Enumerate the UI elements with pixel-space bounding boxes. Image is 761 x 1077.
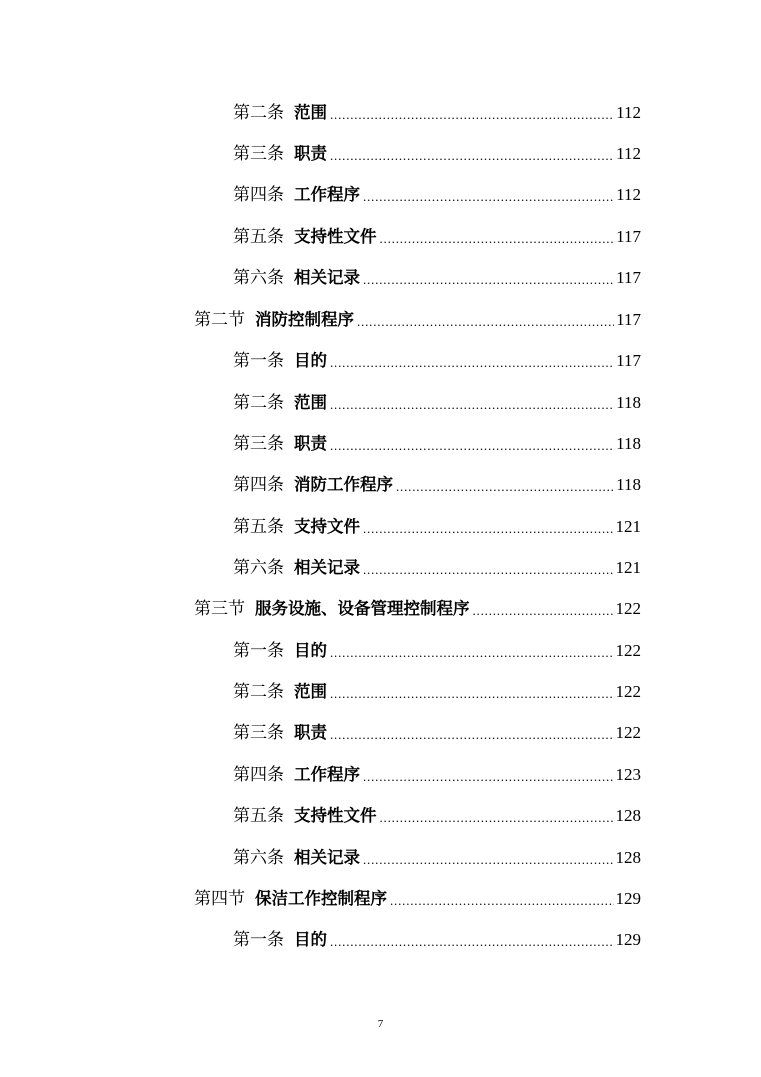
toc-entry[interactable] <box>233 551 641 579</box>
toc-entry-page: 122 <box>615 641 641 660</box>
toc-entry-page: 122 <box>615 682 641 701</box>
toc-entry-page: 112 <box>616 185 641 204</box>
toc-entry[interactable] <box>233 923 641 951</box>
toc-dot-leader <box>363 520 614 538</box>
toc-entry[interactable] <box>233 178 641 206</box>
toc-entry-title: 工作程序 <box>294 185 360 204</box>
toc-dot-leader <box>396 478 614 496</box>
toc-entry-title: 支持性文件 <box>294 806 377 825</box>
toc-dot-leader <box>380 809 614 827</box>
toc-entry-title: 消防工作程序 <box>294 475 393 494</box>
toc-entry-title: 目的 <box>294 351 327 370</box>
toc-entry[interactable] <box>233 758 641 786</box>
toc-section-page: 122 <box>615 599 641 618</box>
toc-dot-leader <box>357 313 614 331</box>
toc-entry-page: 112 <box>616 103 641 122</box>
toc-entry[interactable] <box>233 96 641 124</box>
toc-entry-title: 支持文件 <box>294 517 360 536</box>
toc-entry-number: 第四条 <box>233 475 284 495</box>
toc-entry[interactable] <box>233 716 641 744</box>
toc-dot-leader <box>363 851 614 869</box>
page-number: 7 <box>377 1018 384 1030</box>
toc-entry-page: 121 <box>615 558 641 577</box>
toc-section-entry[interactable] <box>194 303 641 331</box>
toc-section-title: 保洁工作控制程序 <box>255 889 387 908</box>
toc-entry-number: 第五条 <box>233 517 284 537</box>
toc-section-number: 第三节 <box>194 599 245 619</box>
toc-entry-title: 职责 <box>294 434 327 453</box>
toc-entry[interactable] <box>233 468 641 496</box>
toc-section-page: 117 <box>616 310 641 329</box>
toc-entry-number: 第一条 <box>233 930 284 950</box>
toc-entry-number: 第六条 <box>233 558 284 578</box>
toc-entry[interactable] <box>233 634 641 662</box>
toc-entry-number: 第二条 <box>233 682 284 702</box>
toc-entry[interactable] <box>233 510 641 538</box>
toc-dot-leader <box>363 188 614 206</box>
toc-dot-leader <box>363 561 614 579</box>
toc-section-title: 消防控制程序 <box>255 310 354 329</box>
toc-dot-leader <box>473 602 614 620</box>
toc-entry-title: 支持性文件 <box>294 227 377 246</box>
toc-entry-page: 118 <box>616 434 641 453</box>
toc-section-number: 第二节 <box>194 310 245 330</box>
toc-entry-number: 第三条 <box>233 434 284 454</box>
toc-entry-number: 第三条 <box>233 723 284 743</box>
toc-entry-number: 第四条 <box>233 765 284 785</box>
toc-entry-title: 相关记录 <box>294 558 360 577</box>
toc-entry-title: 目的 <box>294 641 327 660</box>
toc-entry-title: 范围 <box>294 682 327 701</box>
toc-dot-leader <box>330 147 614 165</box>
toc-entry-number: 第五条 <box>233 227 284 247</box>
toc-dot-leader <box>330 106 614 124</box>
toc-dot-leader <box>390 892 614 910</box>
toc-entry-number: 第五条 <box>233 806 284 826</box>
toc-entry-page: 123 <box>615 765 641 784</box>
toc-entry-title: 职责 <box>294 144 327 163</box>
toc-entry-page: 117 <box>616 227 641 246</box>
toc-dot-leader <box>330 354 614 372</box>
toc-entry-title: 范围 <box>294 103 327 122</box>
toc-entry-title: 职责 <box>294 723 327 742</box>
toc-entry-number: 第一条 <box>233 641 284 661</box>
toc-entry-title: 相关记录 <box>294 268 360 287</box>
toc-entry-page: 112 <box>616 144 641 163</box>
toc-entry-number: 第四条 <box>233 185 284 205</box>
toc-entry-page: 118 <box>616 393 641 412</box>
toc-entry-title: 目的 <box>294 930 327 949</box>
toc-section-entry[interactable] <box>194 882 641 910</box>
toc-entry-number: 第三条 <box>233 144 284 164</box>
toc-section-number: 第四节 <box>194 889 245 909</box>
toc-entry[interactable] <box>233 137 641 165</box>
toc-section-title: 服务设施、设备管理控制程序 <box>255 599 470 618</box>
toc-entry[interactable] <box>233 220 641 248</box>
toc-entry-title: 相关记录 <box>294 848 360 867</box>
toc-section-entry[interactable] <box>194 592 641 620</box>
toc-dot-leader <box>330 726 614 744</box>
toc-entry-page: 118 <box>616 475 641 494</box>
toc-entry-number: 第六条 <box>233 848 284 868</box>
toc-entry[interactable] <box>233 427 641 455</box>
toc-dot-leader <box>380 230 615 248</box>
toc-entry-title: 范围 <box>294 393 327 412</box>
toc-entry-page: 128 <box>615 806 641 825</box>
toc-dot-leader <box>363 768 614 786</box>
toc-entry-page: 129 <box>615 930 641 949</box>
toc-dot-leader <box>363 271 614 289</box>
toc-entry[interactable] <box>233 799 641 827</box>
toc-dot-leader <box>330 933 614 951</box>
toc-entry[interactable] <box>233 261 641 289</box>
toc-entry-page: 117 <box>616 268 641 287</box>
toc-dot-leader <box>330 644 614 662</box>
toc-entry-number: 第一条 <box>233 351 284 371</box>
toc-entry-page: 128 <box>615 848 641 867</box>
toc-entry[interactable] <box>233 344 641 372</box>
toc-dot-leader <box>330 437 614 455</box>
toc-dot-leader <box>330 685 614 703</box>
toc-entry-page: 122 <box>615 723 641 742</box>
toc-entry[interactable] <box>233 675 641 703</box>
toc-entry-page: 121 <box>615 517 641 536</box>
toc-entry[interactable] <box>233 841 641 869</box>
toc-dot-leader <box>330 396 614 414</box>
toc-entry-page: 117 <box>616 351 641 370</box>
toc-entry-number: 第二条 <box>233 393 284 413</box>
toc-section-page: 129 <box>615 889 641 908</box>
toc-entry[interactable] <box>233 386 641 414</box>
toc-entry-title: 工作程序 <box>294 765 360 784</box>
toc-entry-number: 第二条 <box>233 103 284 123</box>
toc-entry-number: 第六条 <box>233 268 284 288</box>
